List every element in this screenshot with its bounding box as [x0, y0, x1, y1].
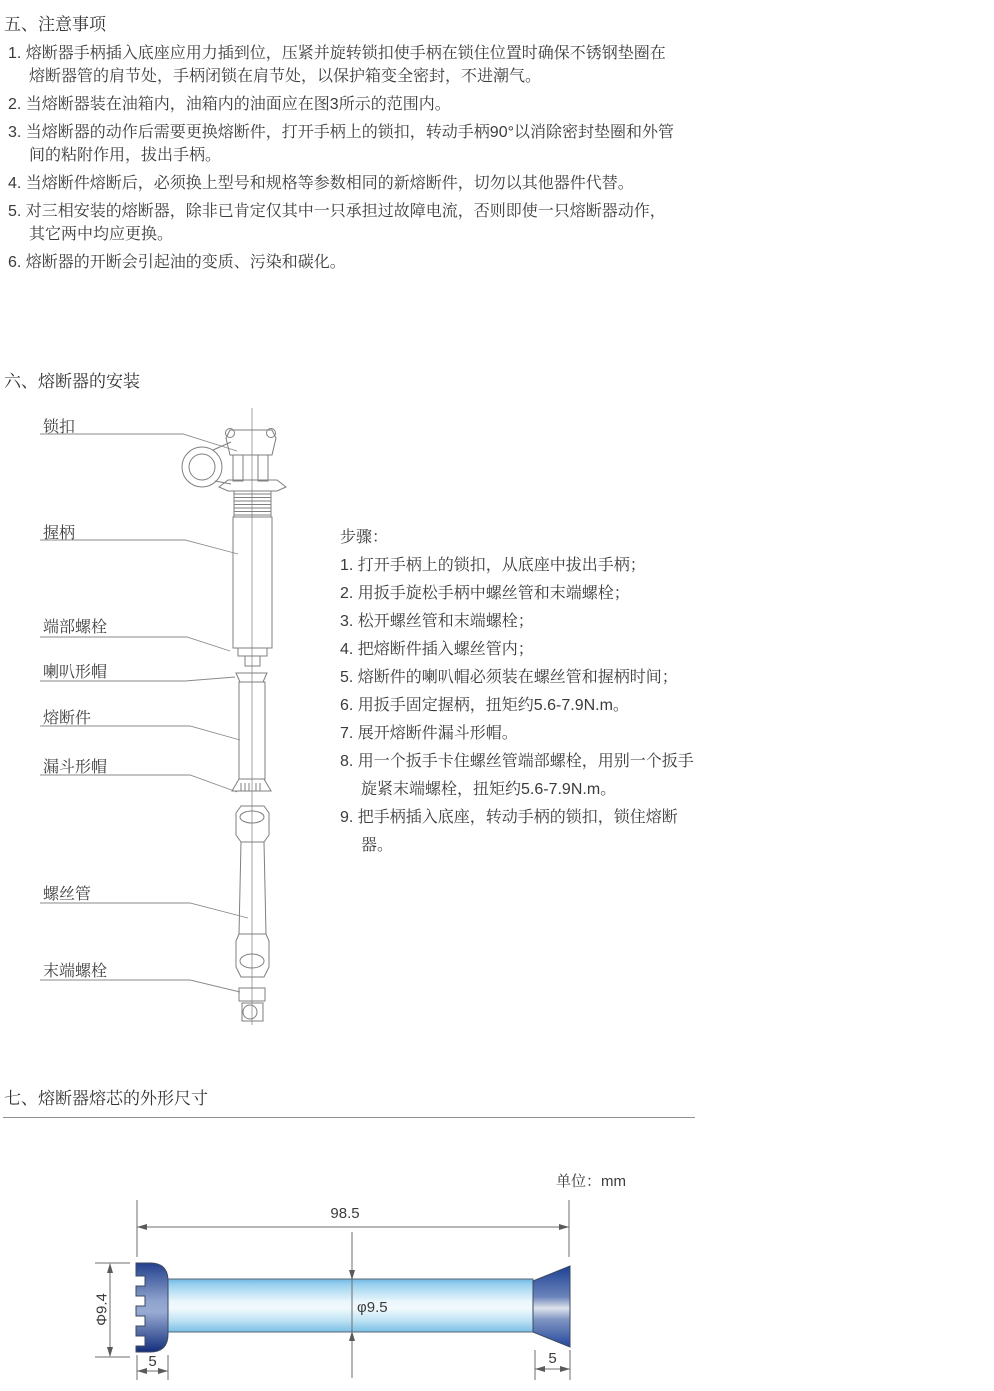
part-label-end-bolt: 端部螺栓 [43, 619, 108, 636]
step-item-6: 6. 用扳手固定握柄，扭矩约5.6-7.9N.m。 [340, 697, 629, 714]
step-item-3: 3. 松开螺丝管和末端螺栓； [340, 613, 534, 630]
dim-length-label: 98.5 [330, 1205, 360, 1222]
latch-ring-inner [189, 454, 215, 480]
unit-label: 单位：mm [556, 1173, 626, 1190]
dim-tube-diameter-label: φ9.5 [357, 1299, 388, 1316]
note-item-6: 6. 熔断器的开断会引起油的变质、污染和碳化。 [8, 254, 346, 271]
note-item-1: 1. 熔断器手柄插入底座应用力插到位，压紧并旋转锁扣使手柄在锁住位置时确保不锈钢垫圈在熔断器管的肩节处，手柄闭锁在肩节处，以保护箱变全密封，不进潮气。 [8, 45, 666, 85]
installation-diagram [182, 408, 286, 1025]
part-label-terminal-bolt: 末端螺栓 [43, 963, 108, 980]
step-item-5: 5. 熔断件的喇叭帽必须装在螺丝管和握柄时间； [340, 669, 678, 686]
screw-tube-part [236, 806, 269, 977]
step-item-7: 7. 展开熔断件漏斗形帽。 [340, 725, 518, 742]
note-item-5: 5. 对三相安装的熔断器，除非已肯定仅其中一只承担过故障电流，否则即使一只熔断器动作，其它两中均应更换。 [8, 203, 666, 243]
step-item-2: 2. 用扳手旋松手柄中螺丝管和末端螺栓； [340, 585, 630, 602]
part-label-horn-cap: 喇叭形帽 [43, 664, 108, 681]
part-label-funnel-cap: 漏斗形帽 [43, 759, 108, 776]
fuse-core-tube [165, 1279, 533, 1332]
dim-cap-diameter-label: Φ9.4 [93, 1293, 111, 1326]
part-label-screw-tube: 螺丝管 [43, 886, 92, 903]
step-item-8: 8. 用一个扳手卡住螺丝管端部螺栓，用别一个扳手旋紧末端螺栓，扭矩约5.6-7.9N.m。 [340, 753, 694, 798]
part-label-fuse-element: 熔断件 [43, 710, 92, 727]
step-item-9: 9. 把手柄插入底座，转动手柄的锁扣，锁住熔断器。 [340, 809, 678, 854]
step-item-4: 4. 把熔断件插入螺丝管内； [340, 641, 534, 658]
dim-left-width-label: 5 [148, 1353, 157, 1370]
dim-right-width-label: 5 [548, 1350, 557, 1367]
step-item-1: 1. 打开手柄上的锁扣，从底座中拔出手柄； [340, 557, 646, 574]
handle-assembly [182, 429, 286, 667]
note-item-4: 4. 当熔断件熔断后，必须换上型号和规格等参数相同的新熔断件，切勿以其他器件代替。 [8, 175, 634, 192]
fuse-core-cone [533, 1266, 570, 1347]
section5-notes-list [8, 42, 676, 279]
installation-steps [340, 524, 696, 860]
part-label-latch: 锁扣 [43, 419, 76, 436]
section7-title: 七、熔断器熔芯的外形尺寸 [4, 1089, 208, 1108]
section6-title: 六、熔断器的安装 [4, 372, 140, 391]
steps-heading: 步骤： [340, 529, 389, 546]
section5-title: 五、注意事项 [4, 15, 106, 34]
part-label-handle: 握柄 [43, 525, 76, 542]
fuse-core-cap [136, 1263, 168, 1352]
section7-divider [3, 1117, 695, 1118]
section5 [4, 10, 106, 35]
note-item-3: 3. 当熔断器的动作后需要更换熔断件，打开手柄上的锁扣，转动手柄90°以消除密封垫圈和外管间的粘附作用，拔出手柄。 [8, 124, 674, 164]
note-item-2: 2. 当熔断器装在油箱内，油箱内的油面应在图3所示的范围内。 [8, 96, 451, 113]
fuse-element-part [232, 673, 271, 791]
